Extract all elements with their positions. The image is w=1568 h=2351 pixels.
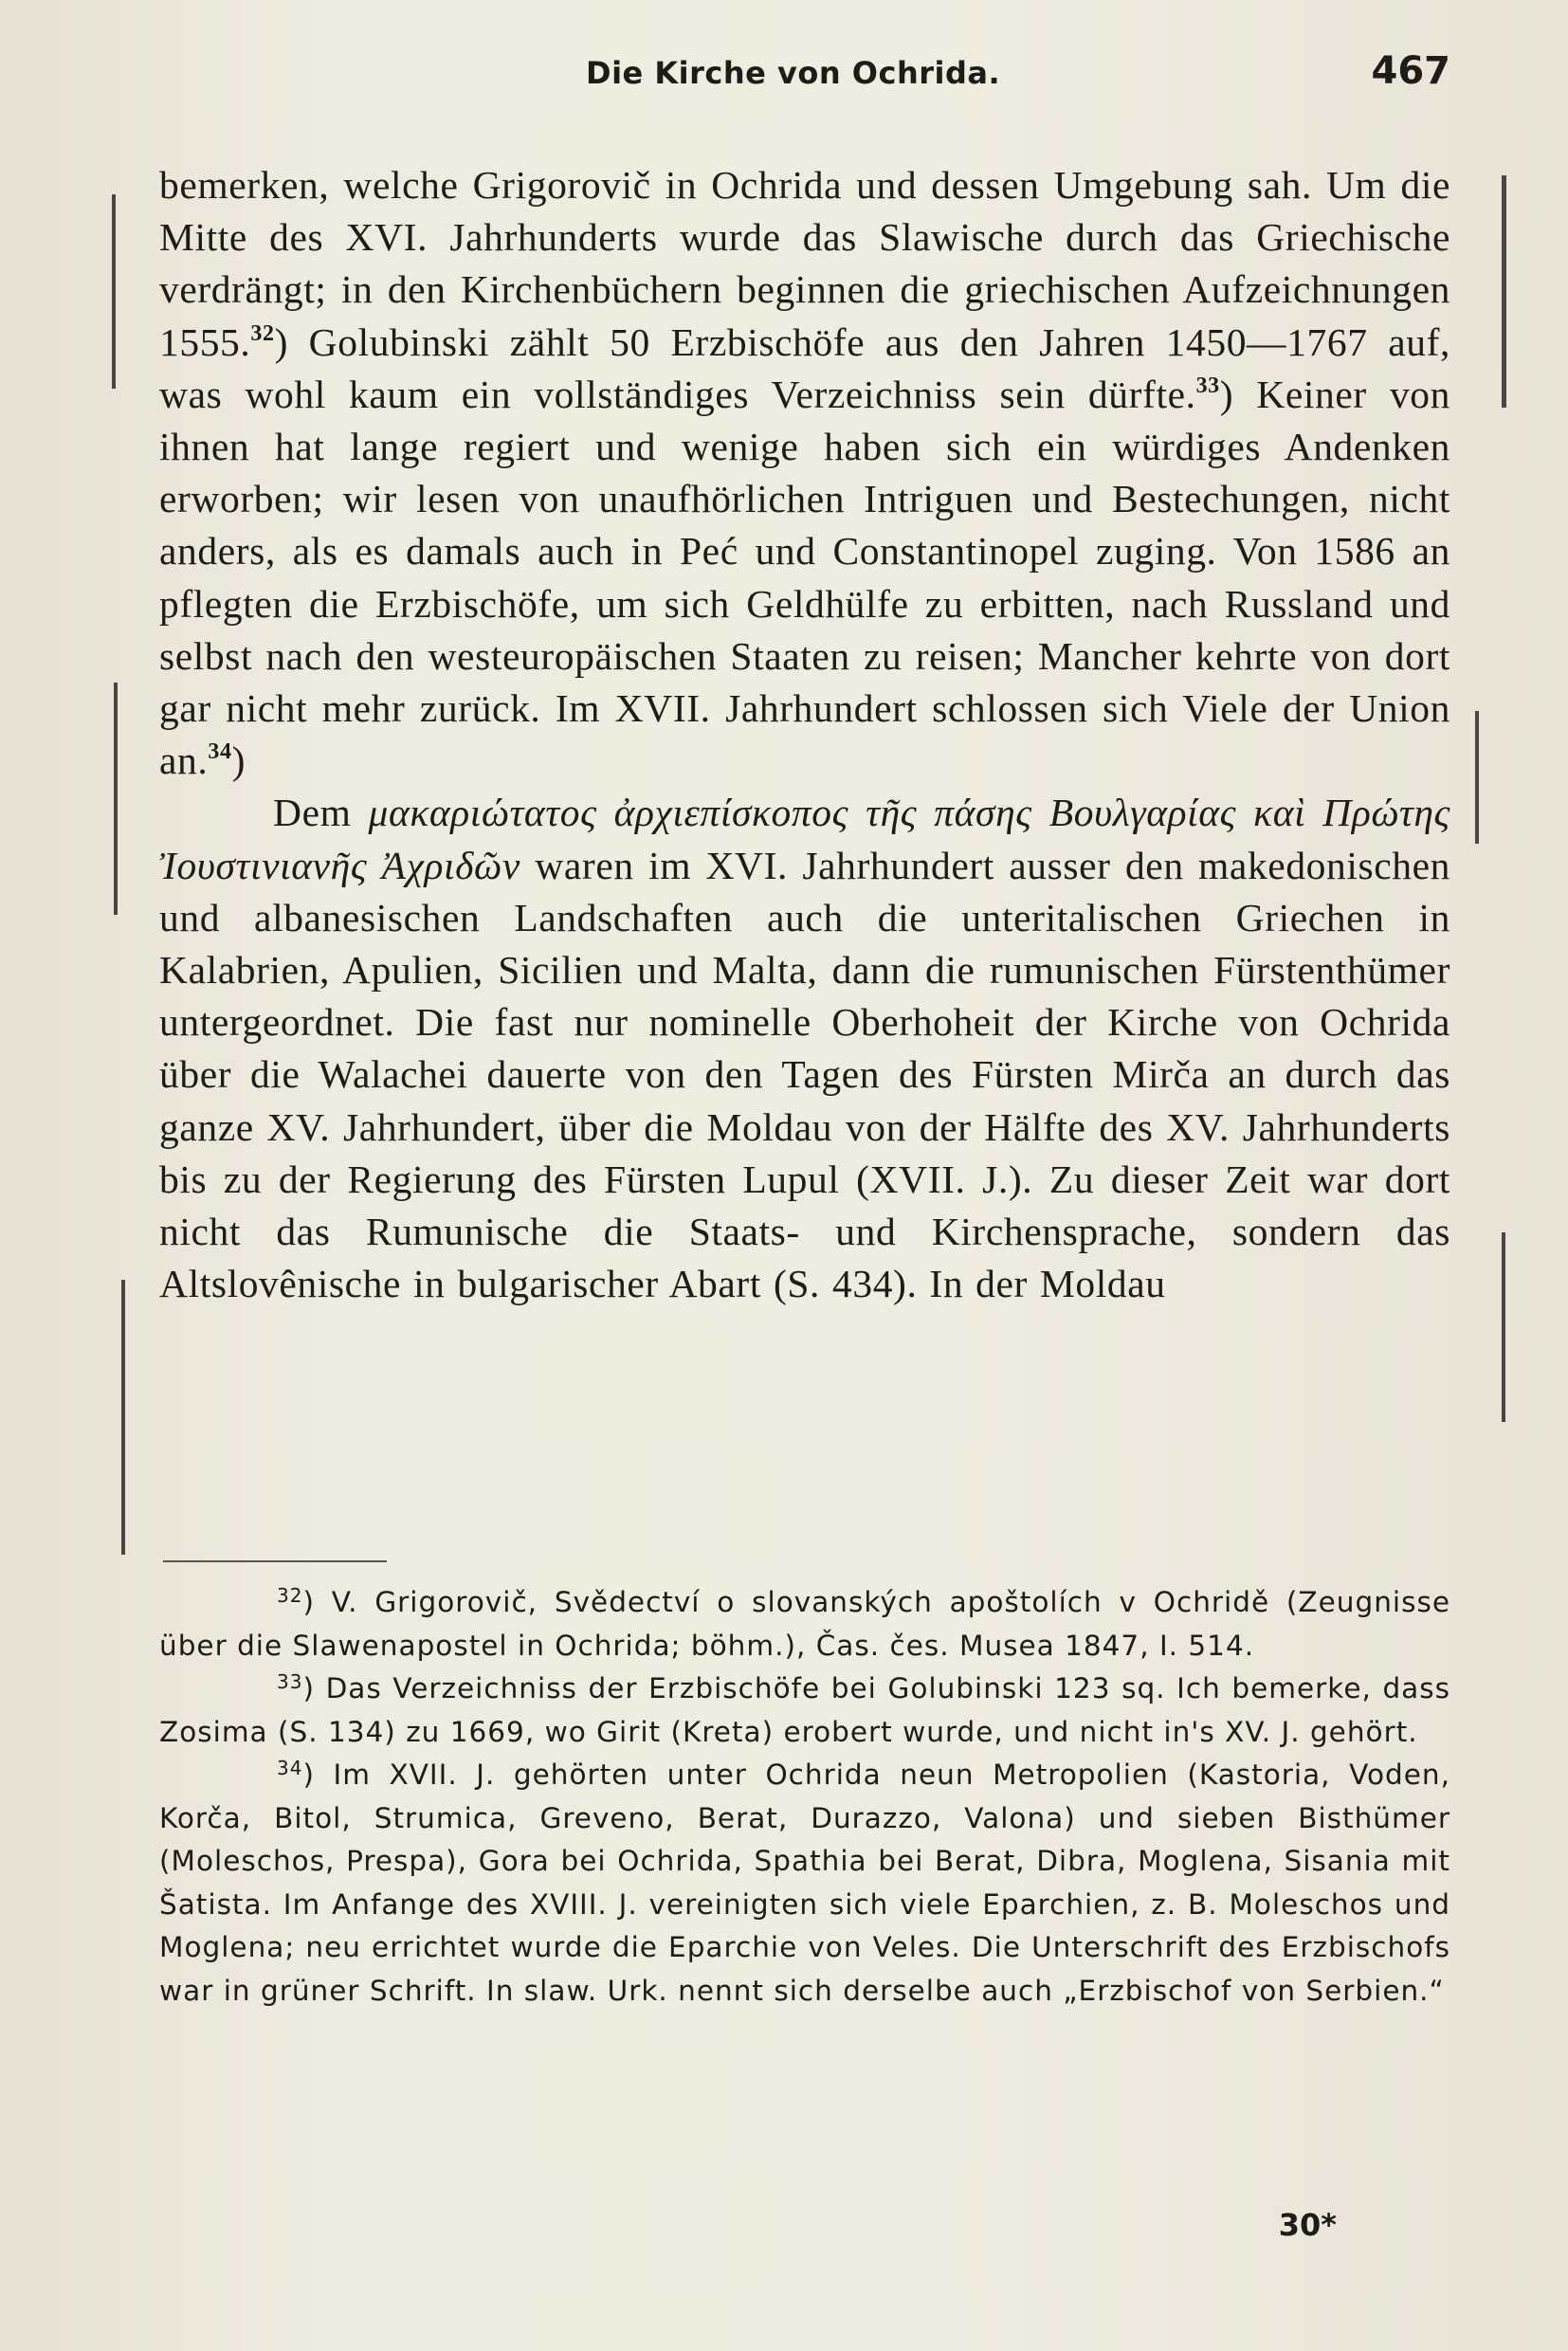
text-run: ) Golubinski zählt 50 Erzbischöfe aus den Jahren 1450—1767 auf, was wohl kaum ein vollständiges Verzeichniss sein dürfte.	[159, 319, 1450, 416]
paragraph	[159, 159, 1450, 787]
footnote-32	[159, 1581, 1450, 1668]
paragraph	[159, 787, 1450, 1310]
text-run: )	[231, 738, 246, 783]
margin-pencil-mark	[1502, 175, 1506, 408]
main-text	[159, 159, 1450, 1310]
footnote-divider	[163, 1560, 387, 1562]
printer-signature: 30*	[1278, 2207, 1337, 2243]
margin-pencil-mark	[114, 683, 118, 915]
footnote-text: ) V. Grigorovič, Svědectví o slovanských apoštolích v Ochridě (Zeugnisse über die Slawenapostel in Ochrida; böhm.), Čas. čes. Musea 1847, I. 514.	[159, 1586, 1450, 1662]
footnotes	[159, 1581, 1450, 2013]
text-run: ) Keiner von ihnen hat lange regiert und wenige haben sich ein würdiges Andenken erworben; wir lesen von unaufhörlichen Intriguen und Bestechungen, nicht anders, als es damals auch in Peć und Constantinopel zuging. Von 1586 an pflegten die Erzbischöfe, um sich Geldhülfe zu erbitten, nach Russland und selbst nach den westeuropäischen Staaten zu reisen; Mancher kehrte von dort gar nicht mehr zurück. Im XVII. Jahrhundert schlossen sich Viele der Union an.	[159, 372, 1450, 783]
footnote-text: ) Im XVII. J. gehörten unter Ochrida neun Metropolien (Kastoria, Voden, Korča, Bitol, Strumica, Greveno, Berat, Durazzo, Valona) und sieben Bisthümer (Moleschos, Prespa), Gora bei Ochrida, Spathia bei Berat, Dibra, Moglena, Sisania mit Šatista. Im Anfange des XVIII. J. vereinigten sich viele Eparchien, z. B. Moleschos und Moglena; neu errichtet wurde die Eparchie von Veles. Die Unterschrift des Erzbischofs war in grüner Schrift. In slaw. Urk. nennt sich derselbe auch „Erzbischof von Serbien.“	[159, 1759, 1450, 2007]
footnote-33	[159, 1668, 1450, 1754]
margin-pencil-mark	[1475, 711, 1479, 844]
footnote-ref-34: 34	[208, 739, 232, 765]
margin-pencil-mark	[1502, 1232, 1505, 1422]
footnote-mark: 32	[277, 1584, 303, 1607]
margin-pencil-mark	[112, 194, 116, 389]
text-run: bemerken, welche Grigorovič in Ochrida und dessen Umgebung sah. Um die Mitte des XVI. Jahrhunderts wurde das Slawische durch das Griechische verdrängt; in den Kirchenbüchern beginnen die griechischen Aufzeichnungen 1555.	[159, 163, 1450, 364]
footnote-text: ) Das Verzeichniss der Erzbischöfe bei Golubinski 123 sq. Ich bemerke, dass Zosima (S. 134) zu 1669, wo Girit (Kreta) erobert wurde, und nicht in's XV. J. gehört.	[159, 1672, 1450, 1748]
footnote-mark: 33	[277, 1670, 303, 1693]
footnote-34	[159, 1754, 1450, 2013]
footnote-mark: 34	[277, 1757, 303, 1779]
greek-title: μακαριώτατος ἀρχιεπίσκοπος τῆς πάσης Βουλγαρίας καὶ Πρώτης Ἰουστινιανῆς Ἀχριδῶν	[159, 791, 1450, 887]
text-run: Dem	[273, 791, 369, 835]
running-title: Die Kirche von Ochrida.	[586, 55, 1001, 91]
footnote-ref-32: 32	[250, 320, 275, 346]
footnote-ref-33: 33	[1195, 373, 1220, 398]
text-run: waren im XVI. Jahrhundert ausser den makedonischen und albanesischen Landschaften auch die unteritalischen Griechen in Kalabrien, Apulien, Sicilien und Malta, dann die rumunischen Fürstenthümer untergeordnet. Die fast nur nominelle Oberhoheit der Kirche von Ochrida über die Walachei dauerte von den Tagen des Fürsten Mirča an durch das ganze XV. Jahrhundert, über die Moldau von der Hälfte des XV. Jahrhunderts bis zu der Regierung des Fürsten Lupul (XVII. J.). Zu dieser Zeit war dort nicht das Rumunische die Staats- und Kirchensprache, sondern das Altslovênische in bulgarischer Abart (S. 434). In der Moldau	[159, 843, 1450, 1306]
page-number: 467	[1371, 49, 1450, 93]
page-header	[161, 49, 1450, 112]
margin-pencil-mark	[121, 1280, 125, 1555]
